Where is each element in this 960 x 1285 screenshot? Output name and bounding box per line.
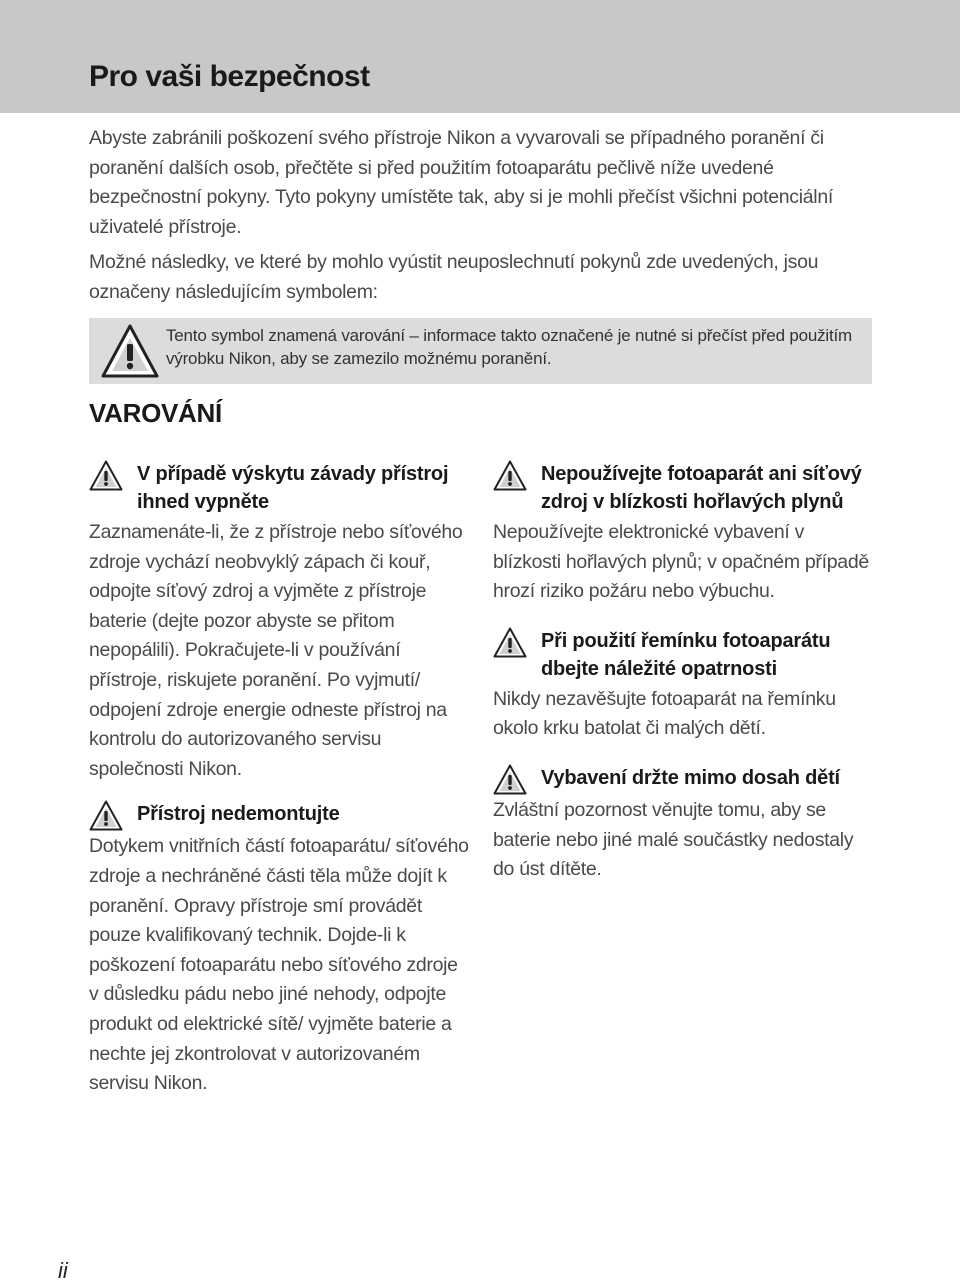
warning-item — [89, 460, 469, 784]
intro-paragraph-1: Abyste zabránili poškození svého přístroje Nikon a vyvarovali se případného poranění či poranění dalších osob, přečtěte si před použitím fotoaparátu pečlivě níže uvedené bezpečnostní pokyny. Tyto pokyny umístěte tak, aby si je mohli přečíst všichni potenciální uživatelé přístroje. — [89, 127, 834, 238]
warning-item-text: Zaznamenáte-li, že z přístroje nebo síťového zdroje vychází neobvyklý zápach či kouř, odpojte síťový zdroj a vyjměte z přístroje baterie (dejte pozor abyste se přitom nepopálili). Pokračujete-li v používání přístroje, riskujete poranění. Po vyjmutí/ odpojení zdroje energie odneste přístroj na kontrolu do autorizovaného servisu společnosti Nikon. — [89, 521, 463, 780]
warning-item-text: Nepoužívejte elektronické vybavení v blízkosti hořlavých plynů; v opačném případě hrozí riziko požáru nebo výbuchu. — [493, 521, 869, 603]
page-title: Pro vaši bezpečnost — [89, 60, 370, 93]
warning-item-header — [89, 800, 469, 830]
warning-item-header — [493, 627, 873, 683]
warning-item-text: Dotykem vnitřních částí fotoaparátu/ síťového zdroje a nechráněné části těla může dojít k poranění. Opravy přístroje smí provádět pouze kvalifikovaný technik. Dojde-li k poškození fotoaparátu nebo síťového zdroje v důsledku pádu nebo jiné nehody, odpojte produkt od elektrické sítě/ vyjměte baterie a nechte jej zkontrolovat v autorizovaném servisu Nikon. — [89, 835, 469, 1095]
warning-triangle-icon — [89, 460, 123, 491]
warning-item-title: Nepoužívejte fotoaparát ani síťový zdroj v blízkosti hořlavých plynů — [541, 463, 862, 513]
warning-item-title: Při použití řemínku fotoaparátu dbejte náležité opatrnosti — [541, 629, 831, 680]
section-title-varovani: VAROVÁNÍ — [89, 398, 222, 428]
warning-item-title: Přístroj nedemontujte — [137, 803, 340, 826]
warning-item-header — [493, 460, 873, 516]
intro-paragraph-2: Možné následky, ve které by mohlo vyústit neuposlechnutí pokynů zde uvedených, jsou označeny následujícím symbolem: — [89, 251, 819, 303]
warning-item — [493, 627, 873, 744]
right-column — [493, 460, 873, 885]
warning-triangle-icon — [493, 764, 527, 795]
warning-item-header — [493, 764, 873, 794]
left-column — [89, 460, 469, 1099]
warning-symbol-note: Tento symbol znamená varování – informace takto označené je nutné si přečíst před použitím výrobku Nikon, aby se zamezilo možnému poranění. — [166, 326, 852, 368]
warning-item — [493, 764, 873, 885]
warning-triangle-icon — [101, 324, 159, 378]
warning-triangle-icon — [493, 460, 527, 491]
warning-triangle-icon — [89, 800, 123, 831]
warning-item-header — [89, 460, 469, 516]
warning-item-title: Vybavení držte mimo dosah dětí — [541, 766, 840, 789]
warning-item-text: Nikdy nezavěšujte fotoaparát na řemínku okolo krku batolat či malých dětí. — [493, 687, 836, 740]
warning-symbol-box — [89, 318, 872, 384]
warning-item — [493, 460, 873, 607]
page-number: ii — [58, 1258, 68, 1283]
warning-item — [89, 800, 469, 1098]
warning-item-title: V případě výskytu závady přístroj ihned vypněte — [137, 463, 449, 513]
warning-item-text: Zvláštní pozornost věnujte tomu, aby se baterie nebo jiné malé součástky nedostaly do úst dítěte. — [493, 798, 854, 881]
warning-triangle-icon — [493, 627, 527, 658]
header-band — [0, 0, 960, 113]
